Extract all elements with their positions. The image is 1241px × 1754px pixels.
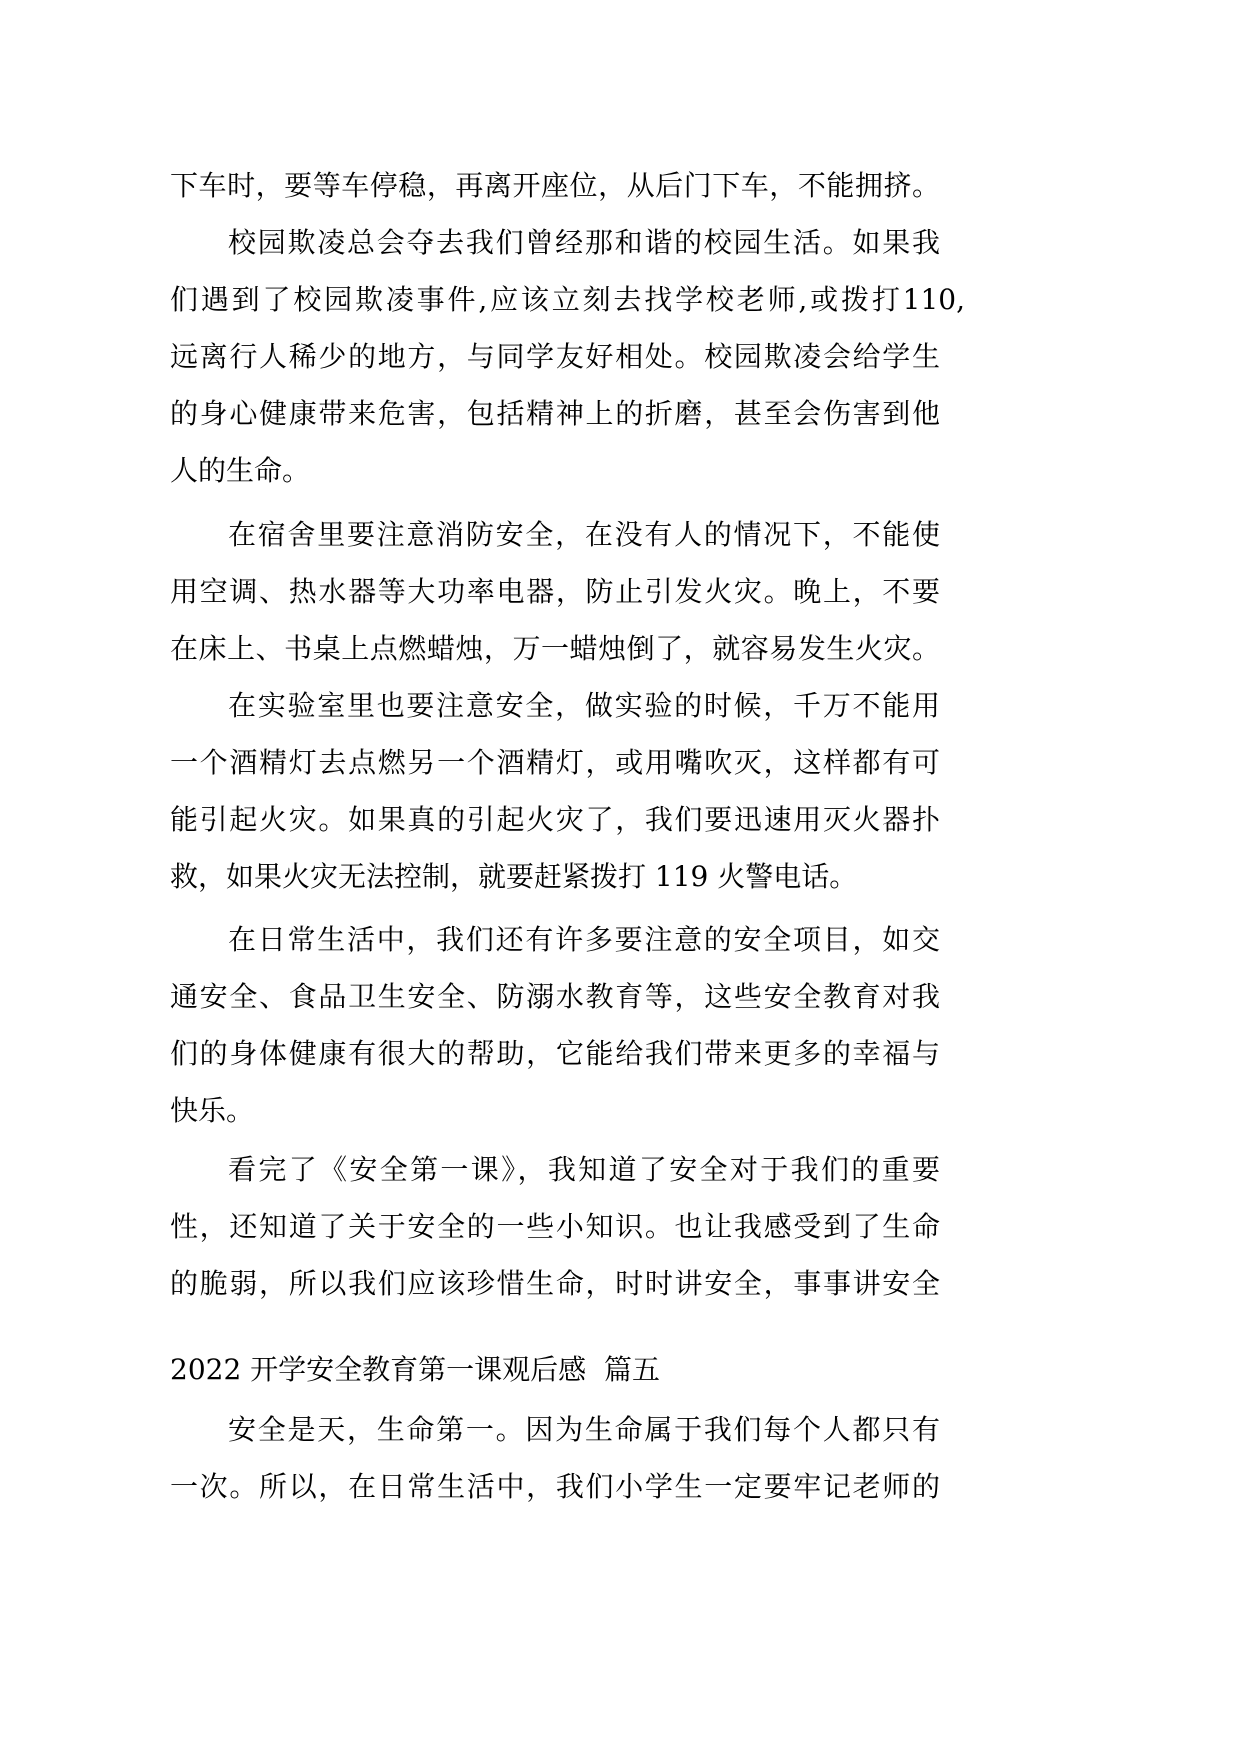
section-heading: 2022 开学安全教育第一课观后感 篇五 (170, 1353, 660, 1386)
text-line: 的身心健康带来危害，包括精神上的折磨，甚至会伤害到他 (170, 397, 940, 430)
paragraph (170, 1401, 940, 1515)
text-line: 通安全、食品卫生安全、防溺水教育等，这些安全教育对我 (170, 980, 940, 1013)
document-body (170, 157, 965, 1515)
text-line: 远离行人稀少的地方，与同学友好相处。校园欺凌会给学生 (170, 340, 940, 373)
text-line: 快乐。 (170, 1094, 255, 1127)
text-line: 在实验室里也要注意安全，做实验的时候，千万不能用 (228, 689, 940, 722)
text-line: 在宿舍里要注意消防安全，在没有人的情况下，不能使 (228, 518, 940, 551)
text-line: 一个酒精灯去点燃另一个酒精灯，或用嘴吹灭，这样都有可 (170, 746, 940, 779)
text-line: 在床上、书桌上点燃蜡烛，万一蜡烛倒了，就容易发生火灾。 (170, 632, 940, 665)
text-line: 们遇到了校园欺凌事件,应该立刻去找学校老师,或拨打110, (170, 283, 965, 316)
text-line: 看完了《安全第一课》，我知道了安全对于我们的重要 (228, 1153, 940, 1186)
paragraph (170, 157, 940, 214)
text-line: 们的身体健康有很大的帮助，它能给我们带来更多的幸福与 (170, 1037, 940, 1070)
text-line: 用空调、热水器等大功率电器，防止引发火灾。晚上，不要 (170, 575, 940, 608)
paragraph (170, 911, 940, 1139)
paragraph (170, 677, 940, 905)
paragraph (170, 506, 940, 677)
text-line: 一次。所以，在日常生活中，我们小学生一定要牢记老师的 (170, 1470, 940, 1503)
paragraph (170, 1141, 940, 1312)
text-line: 人的生命。 (170, 454, 311, 487)
paragraph (170, 214, 965, 499)
text-line: 下车时，要等车停稳，再离开座位，从后门下车，不能拥挤。 (170, 169, 940, 202)
text-line: 在日常生活中，我们还有许多要注意的安全项目，如交 (228, 923, 940, 956)
text-line: 性，还知道了关于安全的一些小知识。也让我感受到了生命 (170, 1210, 940, 1243)
text-line: 的脆弱，所以我们应该珍惜生命，时时讲安全，事事讲安全 (170, 1267, 940, 1300)
text-line: 校园欺凌总会夺去我们曾经那和谐的校园生活。如果我 (228, 226, 940, 259)
text-line: 能引起火灾。如果真的引起火灾了，我们要迅速用灭火器扑 (170, 803, 940, 836)
text-line: 救，如果火灾无法控制，就要赶紧拨打 119 火警电话。 (170, 860, 858, 893)
text-line: 安全是天，生命第一。因为生命属于我们每个人都只有 (228, 1413, 940, 1446)
